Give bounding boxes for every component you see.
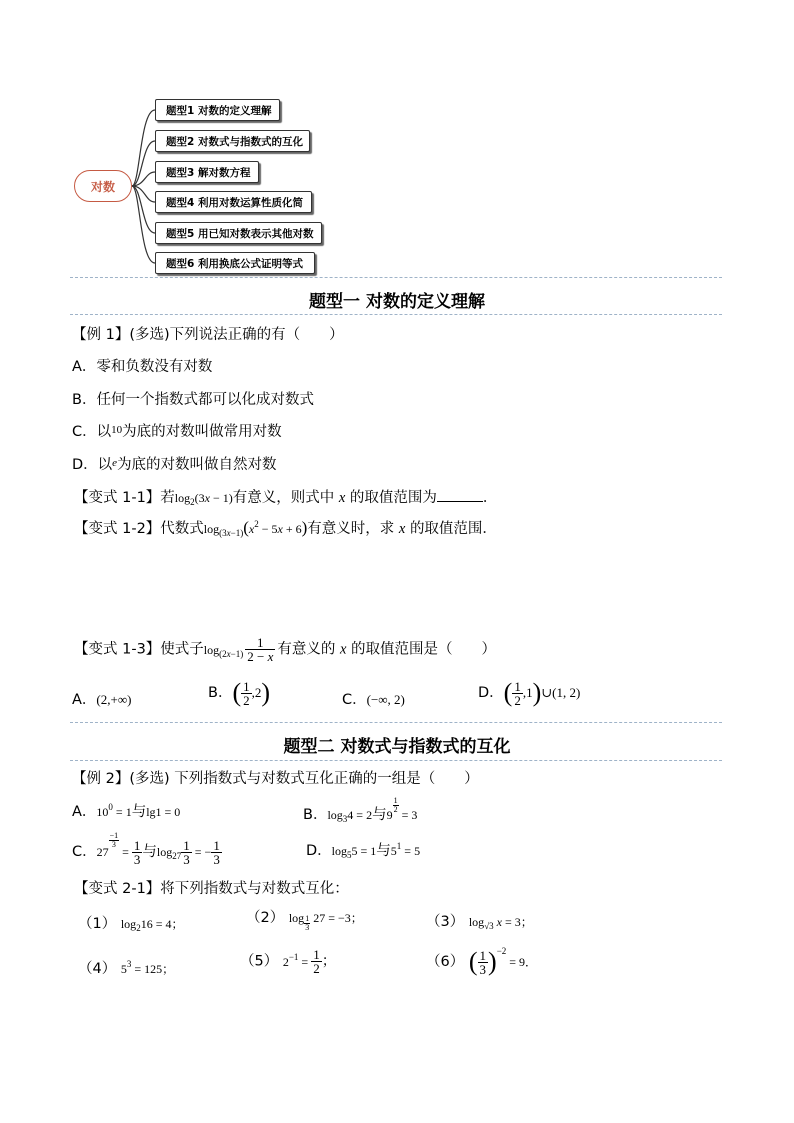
variant-1-3-option-c: C．(−∞, 2) xyxy=(342,692,405,708)
variant-1-2: 【变式 1-2】代数式$\log_{(3x-1)}(x^2 - 5x + 6)$有意义时，求 x 的取值范围． xyxy=(74,518,497,538)
mindmap-node-4: 题型4 利用对数运算性质化简 xyxy=(155,191,312,213)
divider xyxy=(70,314,722,315)
example2-option-d: D．$\log_55 = 1$与$5^1 = 5$ xyxy=(306,841,421,860)
variant-2-1-item-5: （5） $2^{-1}$ = $\frac{1}{2}$ ； xyxy=(240,947,337,976)
example2-option-a: A．$10^0 = 1$与lg1 = 0 xyxy=(72,802,181,820)
mindmap-node-1: 题型1 对数的定义理解 xyxy=(155,99,280,121)
variant-2-1-stem: 【变式 2-1】将下列指数式与对数式互化： xyxy=(74,881,349,897)
variant-2-1-item-2: （2） log $\frac{1}{3}$ 27 = −3； xyxy=(246,910,363,932)
variant-2-1-item-3: （3） $\log_{√3} x = 3$； xyxy=(426,914,533,931)
mindmap-root: 对数 xyxy=(74,170,132,202)
variant-1-1: 【变式 1-1】若$\log_2(3x - 1)$有意义，则式中 x 的取值范围为 ． xyxy=(74,490,498,507)
mindmap-node-5: 题型5 用已知对数表示其他对数 xyxy=(155,222,322,244)
divider xyxy=(70,722,722,723)
variant-2-1-item-4: （4） $5^3 = 125$； xyxy=(78,959,175,977)
divider xyxy=(70,277,722,278)
example2-option-b: B．$\log_34 = 2$与9 $\frac{1}{2}$ = 3 xyxy=(303,796,418,824)
example2-stem: 【例 2】(多选) 下列指数式与对数式互化正确的一组是（ ） xyxy=(72,771,479,787)
example2-option-c: C．27 $\frac{-1}{3}$ = $\frac{1}{3}$ 与$\log_{27}$ $\frac{1}{3}$ = − $\frac{1}{3}$ xyxy=(72,831,220,867)
mindmap-node-3: 题型3 解对数方程 xyxy=(155,161,259,183)
variant-1-3-option-b: B．( $\frac{1}{2}$ ,2) xyxy=(208,678,271,708)
variant-1-3-option-d: D．( $\frac{1}{2}$ ,1)∪(1, 2) xyxy=(478,678,581,708)
mindmap-node-6: 题型6 利用换底公式证明等式 xyxy=(155,252,315,274)
variant-2-1-item-1: （1） $\log_216 = 4$； xyxy=(78,916,184,933)
variant-1-3: 【变式 1-3】使式子$\log_{(2x-1)}$ $\frac{1}{2 - x}$ 有意义的 x 的取值范围是（ ） xyxy=(74,635,496,664)
variant-1-3-option-a: A．(2,+∞) xyxy=(72,692,132,708)
example1-stem: 【例 1】(多选)下列说法正确的有（ ） xyxy=(72,327,344,343)
example1-option-d: D．以$^e$为底的对数叫做自然对数 xyxy=(72,457,277,473)
section1-title: 题型一 对数的定义理解 xyxy=(309,292,485,312)
answer-blank[interactable] xyxy=(437,489,483,502)
example1-option-b: B．任何一个指数式都可以化成对数式 xyxy=(72,392,314,408)
example1-option-a: A．零和负数没有对数 xyxy=(72,359,213,375)
example1-option-c: C．以$^{10}$为底的对数叫做常用对数 xyxy=(72,424,282,440)
divider xyxy=(70,760,722,761)
section2-title: 题型二 对数式与指数式的互化 xyxy=(283,737,511,757)
mindmap-node-2: 题型2 对数式与指数式的互化 xyxy=(155,130,310,152)
variant-2-1-item-6: （6） ( $\frac{1}{3}$ )$^{-2}$ = 9． xyxy=(426,946,538,977)
